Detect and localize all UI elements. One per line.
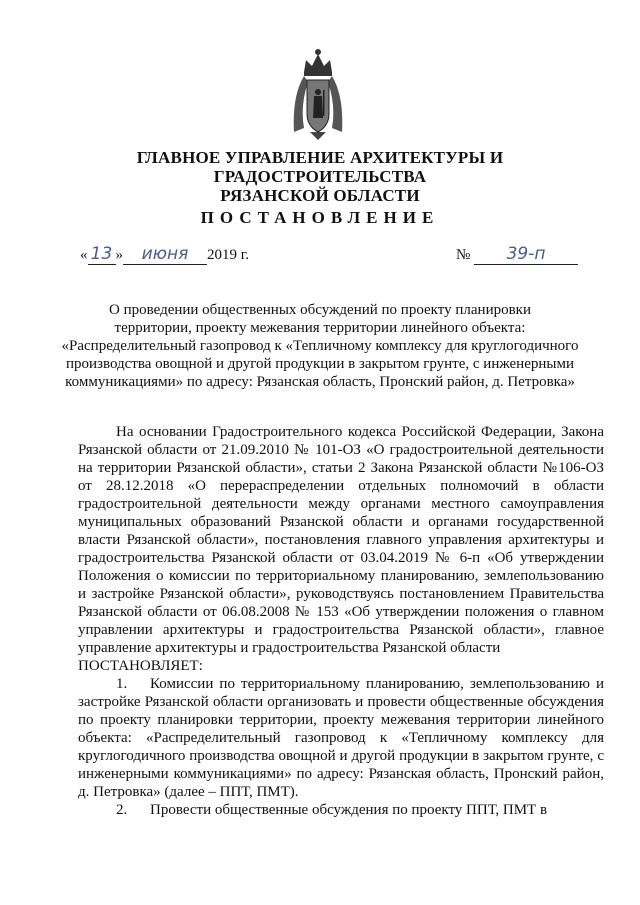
date-day: 13 [88,244,116,265]
item-number: 1. [116,676,128,692]
preamble-paragraph: На основании Градостроительного кодекса Российской Федерации, Закона Рязанской области от 21.09.2010 № 101-ОЗ «О градостроительной деятельности на территории Рязанской области», статьи 2 Закона Рязанской области №106-ОЗ от 28.12.2018 «О перераспределении отдельных полномочий в области градостроительной деятельности между органами местного самоуправления муниципальных образований Рязанской области и органами государственной власти Рязанской области», постановления главного управления архитектуры и градостроительства Рязанской области от 03.04.2019 № 6-п «Об утверждении Положения о комиссии по территориальному планированию, землепользованию и застройке Рязанской области», руководствуясь постановлением Правительства Рязанской области от 06.08.2008 № 153 «Об утверждении положения о главном управлении архитектуры и градостроительства Рязанской области», главное управление архитектуры и градостроительства Рязанской области [78,424,604,656]
date-line [80,244,249,265]
quote-open: « [80,247,88,263]
organization-name [40,148,600,205]
date-year: 2019 г. [207,247,249,263]
subject-line: О проведении общественных обсуждений по проекту планировки [109,302,531,318]
ryazan-coat-of-arms-icon [290,46,346,142]
subject-line: «Распределительный газопровод к «Тепличному комплексу для круглогодичного [61,338,579,354]
list-item [78,801,604,819]
document-number: 39-п [474,244,578,265]
item-number: 2. [116,802,128,818]
number-label: № [456,247,471,263]
document-type: ПОСТАНОВЛЕНИЕ [200,208,440,227]
subject-line: производства овощной и другой продукции в закрытом грунте, с инженерными [65,356,574,372]
document-body [78,423,604,819]
item-text: Комиссии по территориальному планированию, землепользованию и застройке Рязанской области организовать и провести общественные обсуждения по проекту планировки территории, проекту межевания территории линейного объекта: «Распределительный газопровод к «Тепличному комплексу для круглогодичного производства овощной и другой продукции в закрытом грунте, с инженерными коммуникациями» по адресу: Рязанская область, Пронский район, д. Петровка» (далее – ППТ, ПМТ). [78,676,604,800]
org-line-2: РЯЗАНСКОЙ ОБЛАСТИ [220,186,420,205]
resolves-line: ПОСТАНОВЛЯЕТ: [78,658,203,674]
quote-close: » [115,247,123,263]
subject-line: коммуникациями» по адресу: Рязанская область, Пронский район, д. Петровка» [65,374,575,390]
list-item [78,675,604,801]
number-line [456,244,578,265]
item-text: Провести общественные обсуждения по проекту ППТ, ПМТ в [150,802,548,818]
subject-line: территории, проекту межевания территории линейного объекта: [114,320,526,336]
document-subject [60,301,580,391]
date-month: июня [123,244,207,265]
org-line-1: ГЛАВНОЕ УПРАВЛЕНИЕ АРХИТЕКТУРЫ И ГРАДОСТРОИТЕЛЬСТВА [136,148,504,186]
